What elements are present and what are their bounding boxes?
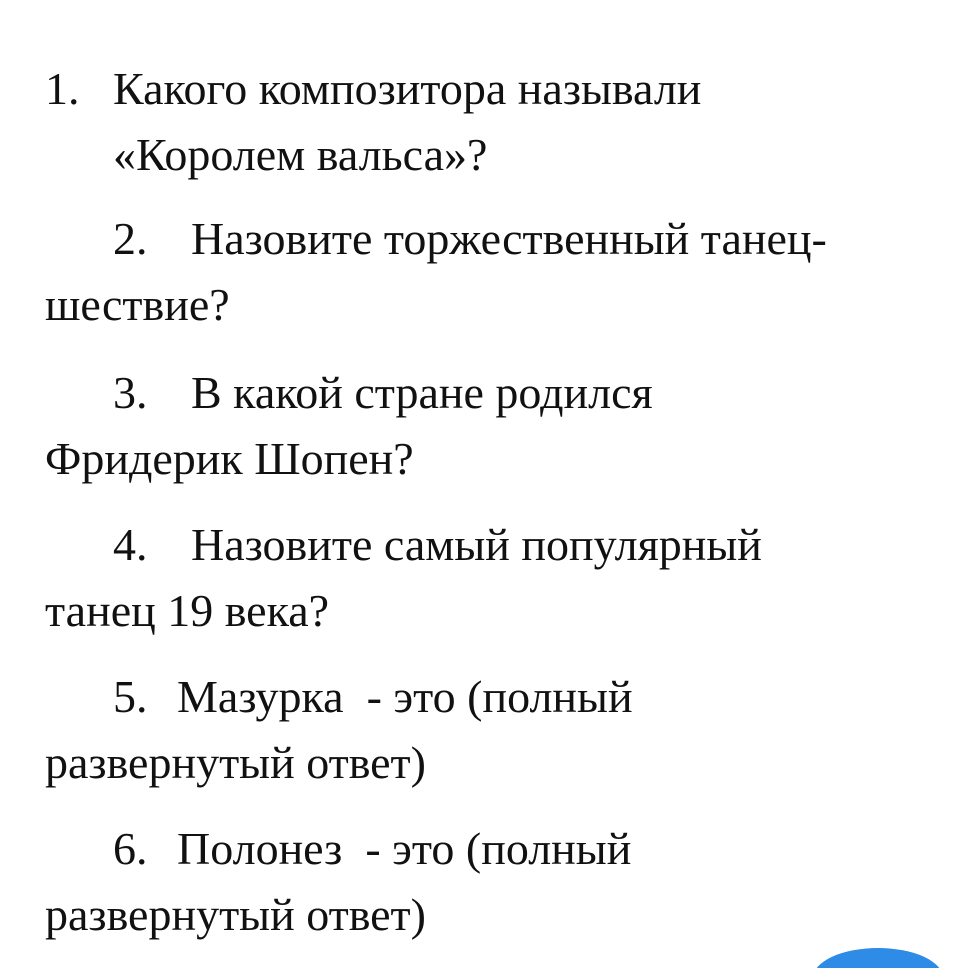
question-text-line2: развернутый ответ) bbox=[45, 889, 426, 940]
question-text-line1: Какого композитора называли bbox=[113, 63, 702, 114]
floating-action-button[interactable] bbox=[813, 948, 943, 968]
question-1 bbox=[45, 56, 935, 188]
question-number: 6. bbox=[113, 823, 148, 874]
question-number: 5. bbox=[113, 671, 148, 722]
question-4 bbox=[45, 512, 935, 644]
question-text-line2: Фридерик Шопен? bbox=[45, 433, 414, 484]
question-6 bbox=[45, 816, 935, 948]
question-text-line2: танец 19 века? bbox=[45, 585, 330, 636]
question-number: 3. bbox=[113, 367, 148, 418]
question-text-line2: «Королем вальса»? bbox=[113, 129, 488, 180]
question-number: 1. bbox=[45, 63, 80, 114]
question-text-line2: шествие? bbox=[45, 279, 230, 330]
question-text-line1: Мазурка - это (полный bbox=[177, 671, 633, 722]
question-5 bbox=[45, 664, 935, 796]
question-text-line2: развернутый ответ) bbox=[45, 737, 426, 788]
question-text-line1: В какой стране родился bbox=[191, 367, 653, 418]
question-number: 2. bbox=[113, 213, 148, 264]
question-number: 4. bbox=[113, 519, 148, 570]
question-text-line1: Полонез - это (полный bbox=[177, 823, 632, 874]
question-3 bbox=[45, 360, 935, 492]
question-text-line1: Назовите самый популярный bbox=[191, 519, 762, 570]
question-text-line1: Назовите торжественный танец- bbox=[191, 213, 827, 264]
question-2 bbox=[45, 206, 935, 338]
